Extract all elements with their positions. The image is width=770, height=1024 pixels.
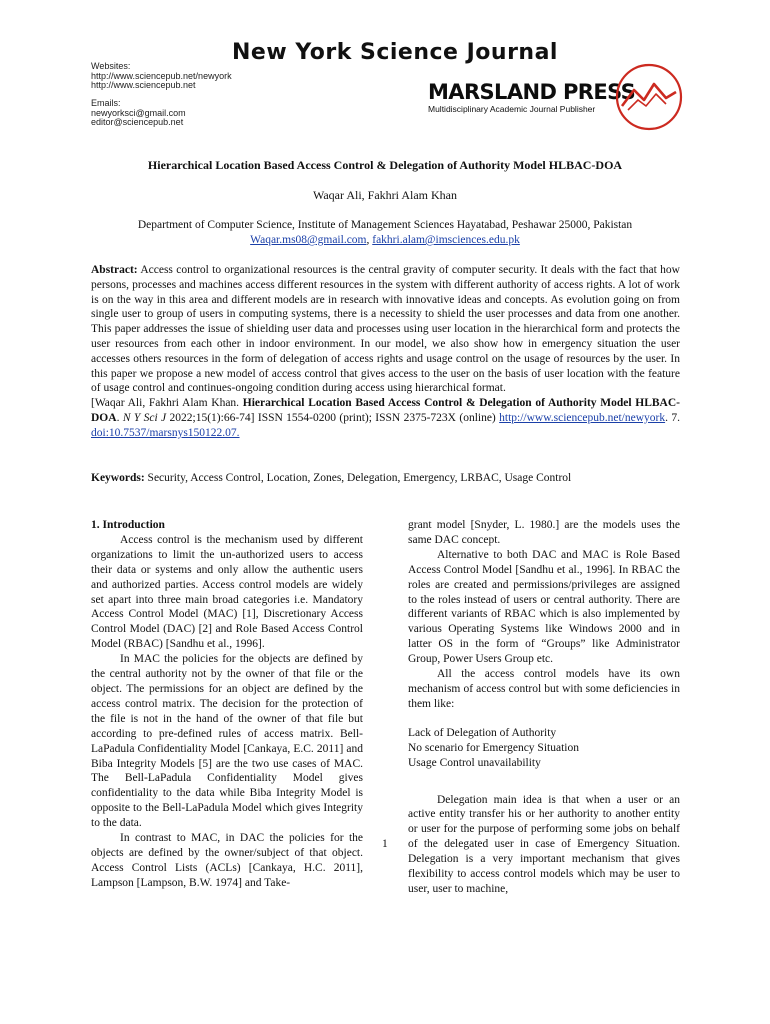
page-number: 1	[382, 838, 388, 850]
author-affiliation: Department of Computer Science, Institute of Management Sciences Hayatabad, Peshawar 25000, Pakistan	[137, 219, 633, 231]
deficiency-list	[408, 726, 680, 771]
right-paragraph-1: grant model [Snyder, L. 1980.] are the models uses the same DAC concept.	[408, 519, 680, 546]
email-separator: ,	[366, 234, 373, 246]
right-paragraph-2: Alternative to both DAC and MAC is Role Based Access Control Model [Sandhu et al., 1996]. In RBAC the roles are created and permissions/privileges are assigned to the roles instead of users or central authority. There are different variants of RBAC which is also implemented by various Operating Systems like Windows 2000 and in latter OS in the form of “Groups” like Administrator Group, Power Users Group etc.	[408, 548, 680, 666]
keywords	[91, 472, 680, 484]
publisher-name: MARSLAND PRESS	[428, 80, 636, 104]
paper-authors: Waqar Ali, Fakhri Alam Khan	[312, 188, 457, 202]
abstract-text: Access control to organizational resources is the central gravity of computer security. It deals with the fact that how persons, processes and machines access different resources in the system with different authority of access rights. A lot of work is on the way in this area and different models are in research with innovative ideas and concepts. As evolution going on from single user to group of users in computing systems, there is a necessity to shield the user processes and data from one another. This paper addresses the issue of shielding user data and processes using user location in the hierarchical form and protects the user resources from each other in indoor environment. In our model, we also show how in emergency situation the user accesses others resources in the form of delegation of access rights and usage control on the usage of resources by the user. In this paper we propose a new model of access control that gives access to the user on the basis of user location with the feature of usage control and continues-ongoing condition during access using hierarchical format.	[91, 264, 680, 395]
publisher-tagline: Multidisciplinary Academic Journal Publisher	[428, 104, 596, 114]
citation-url-link[interactable]: http://www.sciencepub.net/newyork	[499, 411, 666, 424]
paper-title: Hierarchical Location Based Access Control & Delegation of Authority Model HLBAC-DOA	[147, 158, 623, 172]
abstract	[91, 263, 680, 441]
website-link-sciencepub[interactable]: http://www.sciencepub.net	[91, 80, 196, 90]
citation-journal: N Y Sci J	[122, 411, 167, 424]
right-paragraph-3: All the access control models have its own mechanism of access control but with some deficiencies in them like:	[408, 668, 680, 710]
intro-paragraph-1: Access control is the mechanism used by different organizations to limit the un-authorized users to access their data or systems and only allow the authentic users and authorized parties. Access control models are widely set apart into three main broad categories i.e. Mandatory Access Control Model (MAC) [1], Discretionary Access Control Model (DAC) [2] and Role Based Access Control Model (RBAC) [Sandhu et al., 1996].	[91, 533, 363, 651]
email-link-newyorksci[interactable]: newyorksci@gmail.com	[91, 108, 186, 118]
citation-title: Hierarchical Location Based Access Control & Delegation of Authority Model HLBAC-DOA	[91, 397, 680, 424]
citation-number: . 7.	[665, 411, 680, 424]
deficiency-item: Usage Control unavailability	[408, 756, 541, 769]
author-email-link-1[interactable]: Waqar.ms08@gmail.com	[250, 234, 367, 246]
deficiency-item: No scenario for Emergency Situation	[408, 741, 579, 754]
citation-prefix: [Waqar Ali, Fakhri Alam Khan.	[91, 397, 243, 410]
deficiency-item: Lack of Delegation of Authority	[408, 726, 557, 739]
abstract-label: Abstract:	[91, 264, 138, 276]
emails-label: Emails:	[91, 98, 121, 108]
citation-sep: .	[116, 411, 123, 424]
right-paragraph-4: Delegation main idea is that when a user or an active entity transfer his or her authority to another entity or user for the purpose of performing some jobs on behalf of the delegated user in case of Emergency Situation. Delegation is a very important mechanism that gives flexibility to access control models which may be user to user, user to machine,	[408, 793, 680, 895]
section-heading-introduction: 1. Introduction	[91, 519, 165, 531]
websites-label: Websites:	[91, 61, 131, 71]
right-column	[408, 518, 680, 897]
citation-details: 2022;15(1):66-74] ISSN 1554-0200 (print); ISSN 2375-723X (online)	[166, 411, 500, 424]
author-emails	[0, 234, 770, 246]
citation-doi-link[interactable]: doi:10.7537/marsnys150122.07.	[91, 426, 240, 439]
intro-paragraph-2: In MAC the policies for the objects are defined by the central authority not by the owner of that file or the object. The permissions for an object are defined by the access control matrix. The decision for the protection of the file is not in the hand of the owner of that file but according to pre-defined rules of access matrix. Bell-LaPadula Confidentiality Model [Cankaya, E.C. 2011] and Biba Integrity Models [5] are the two use cases of MAC. The Bell-LaPadula Confidentiality Model gives confidentiality to the data while Biba Integrity Model is opposite to the Bell-LaPadula Model which gives Integrity to the data.	[91, 653, 363, 830]
email-link-editor[interactable]: editor@sciencepub.net	[91, 117, 184, 127]
intro-paragraph-3: In contrast to MAC, in DAC the policies for the objects are defined by the owner/subject of that object. Access Control Lists (ACLs) [Cankaya, H.C. 2011], Lampson [Lampson, B.W. 1974] and Take-	[91, 832, 363, 889]
left-column	[91, 518, 363, 891]
keywords-text: Security, Access Control, Location, Zones, Delegation, Emergency, LRBAC, Usage Control	[144, 472, 572, 484]
author-email-link-2[interactable]: fakhri.alam@imsciences.edu.pk	[372, 234, 520, 246]
website-link-newyork[interactable]: http://www.sciencepub.net/newyork	[91, 71, 232, 81]
marsland-mountain-logo-icon	[614, 62, 684, 132]
journal-title: New York Science Journal	[232, 40, 558, 65]
keywords-label: Keywords:	[91, 472, 145, 484]
